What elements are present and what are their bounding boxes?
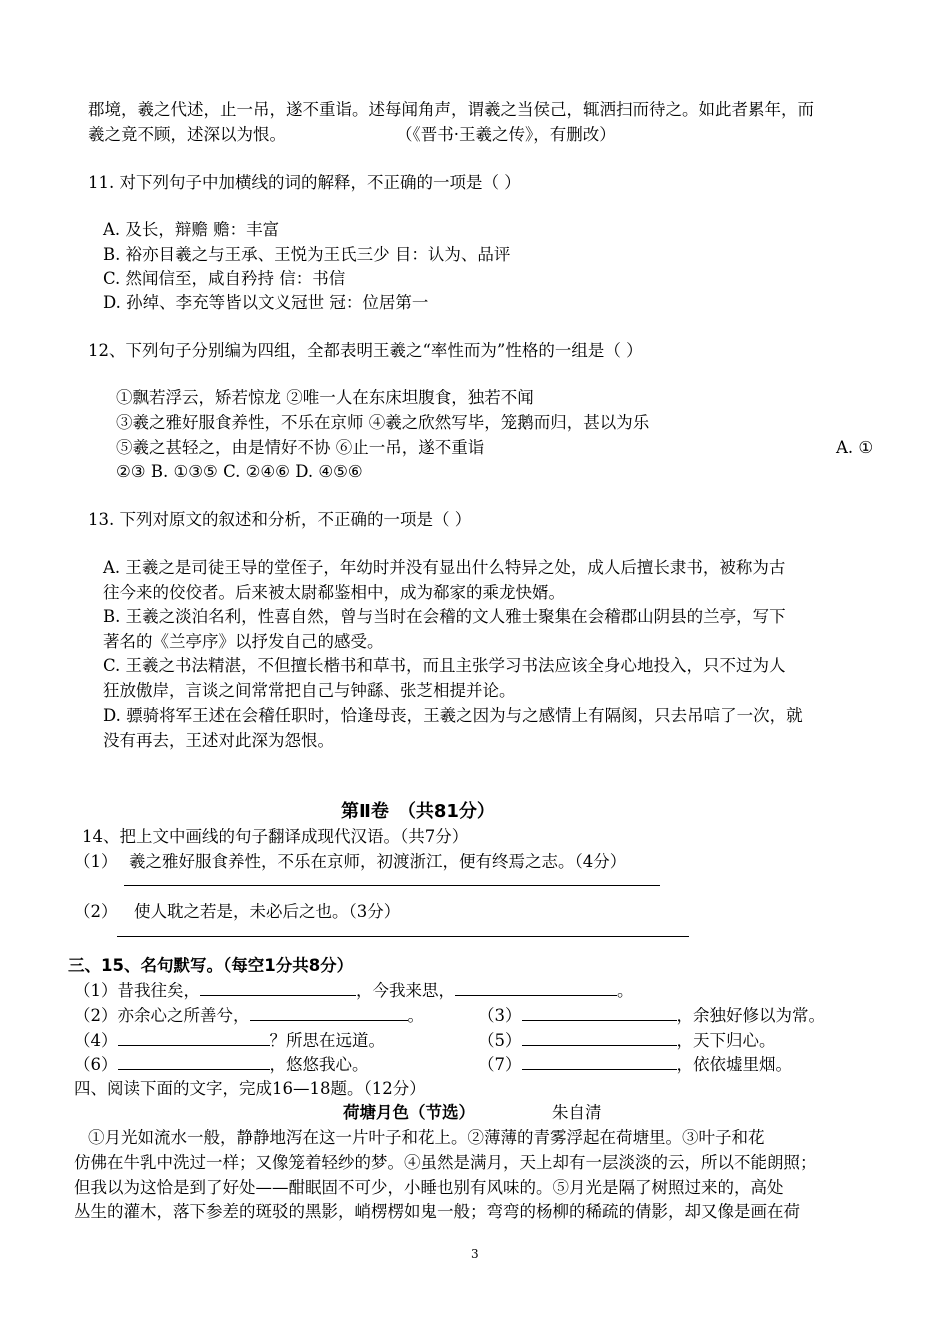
fill-blank xyxy=(522,1004,677,1021)
recitation-text: ，天下归心。 xyxy=(676,1031,776,1050)
option-a: A. ① xyxy=(836,438,874,457)
fill-blank xyxy=(118,1029,270,1046)
source-citation: （《晋书·王羲之传》，有删改） xyxy=(396,125,616,144)
recitation-text: （6） xyxy=(74,1055,118,1074)
answer-line xyxy=(124,885,660,886)
passage-line: 郡境，羲之代述，止一吊，遂不重诣。述每闻角声，谓羲之当侯己，辄洒扫而待之。如此者累年，而 xyxy=(88,100,814,119)
group-line: ①飘若浮云，矫若惊龙 ②唯一人在东床坦腹食，独若不闻 xyxy=(116,388,534,407)
option-line: 狂放傲岸，言谈之间常常把自己与钟繇、张芝相提并论。 xyxy=(103,681,516,700)
option-c: C. 然闻信至，咸自矜持 信：书信 xyxy=(103,269,346,288)
option-line: 著名的《兰亭序》以抒发自己的感受。 xyxy=(103,632,384,651)
option-line: D. 骠骑将军王述在会稽任职时，恰逢母丧，王羲之因为与之感情上有隔阂，只去吊唁了一次，就 xyxy=(103,706,803,725)
recitation-text: ，余独好修以为常。 xyxy=(676,1006,825,1025)
recitation-row-4b xyxy=(478,1053,792,1076)
part-4-heading: 四、阅读下面的文字，完成16—18题。（12分） xyxy=(74,1079,426,1098)
reading-title: 荷塘月色（节选） xyxy=(343,1103,475,1122)
option-d: D. 孙绰、李充等皆以文义冠世 冠：位居第一 xyxy=(103,293,429,312)
question-12-stem: 12、下列句子分别编为四组，全都表明王羲之“率性而为”性格的一组是（ ） xyxy=(88,341,643,360)
reading-line: 仿佛在牛乳中洗过一样；又像笼着轻纱的梦。④虽然是满月，天上却有一层淡淡的云，所以不能朗照； xyxy=(74,1153,817,1172)
recitation-text: 。 xyxy=(407,1006,424,1025)
recitation-text: ，今我来思， xyxy=(356,981,455,1000)
reading-line: 但我以为这恰是到了好处——酣眠固不可少，小睡也别有风味的。⑤月光是隔了树照过来的，高处 xyxy=(74,1178,784,1197)
fill-blank xyxy=(522,1053,677,1070)
recitation-row-1 xyxy=(74,979,634,1002)
section-title: 第Ⅱ卷 （共81分） xyxy=(341,801,495,822)
reading-line: ①月光如流水一般，静静地泻在这一片叶子和花上。②薄薄的青雾浮起在荷塘里。③叶子和花 xyxy=(88,1128,765,1147)
recitation-row-2b xyxy=(478,1004,825,1027)
recitation-text: （4） xyxy=(74,1031,118,1050)
recitation-text: （1）昔我往矣， xyxy=(74,981,200,1000)
recitation-row-4 xyxy=(74,1053,369,1076)
reading-author: 朱自清 xyxy=(552,1103,602,1122)
recitation-text: ？所思在远道。 xyxy=(269,1031,385,1050)
fill-blank xyxy=(522,1029,677,1046)
option-line: 没有再去，王述对此深为怨恨。 xyxy=(103,731,334,750)
recitation-text: （2）亦余心之所善兮， xyxy=(74,1006,250,1025)
recitation-row-3 xyxy=(74,1029,385,1052)
question-14-stem: 14、把上文中画线的句子翻译成现代汉语。（共7分） xyxy=(82,827,469,846)
fill-blank xyxy=(455,979,617,996)
question-15-title: 三、15、名句默写。（每空1分共8分） xyxy=(68,956,354,975)
page-number: 3 xyxy=(471,1247,479,1261)
fill-blank xyxy=(118,1053,270,1070)
item-number: （1） xyxy=(74,852,118,871)
item-number: （2） xyxy=(74,902,118,921)
group-line: ⑤羲之甚轻之，由是情好不协 ⑥止一吊，遂不重诣 xyxy=(116,438,485,457)
passage-line: 羲之竟不顾，述深以为恨。 xyxy=(88,125,286,144)
option-line: A. 王羲之是司徒王导的堂侄子，年幼时并没有显出什么特异之处，成人后擅长隶书，被称为古 xyxy=(103,558,786,577)
group-line: ③羲之雅好服食养性，不乐在京师 ④羲之欣然写毕，笼鹅而归，甚以为乐 xyxy=(116,413,650,432)
recitation-text: ，悠悠我心。 xyxy=(269,1055,369,1074)
fill-blank xyxy=(250,1004,408,1021)
option-line: B. 王羲之淡泊名利，性喜自然，曾与当时在会稽的文人雅士聚集在会稽郡山阴县的兰亭，写下 xyxy=(103,607,786,626)
answer-line xyxy=(117,936,689,937)
recitation-text: 。 xyxy=(617,981,634,1000)
recitation-text: （7） xyxy=(478,1055,522,1074)
option-line: 往今来的佼佼者。后来被太尉郗鉴相中，成为郗家的乘龙快婿。 xyxy=(103,583,565,602)
reading-line: 丛生的灌木，落下参差的斑驳的黑影，峭楞楞如鬼一般；弯弯的杨柳的稀疏的倩影，却又像是画在荷 xyxy=(74,1202,800,1221)
recitation-text: （5） xyxy=(478,1031,522,1050)
recitation-text: ，依依墟里烟。 xyxy=(676,1055,792,1074)
question-11-stem: 11. 对下列句子中加横线的词的解释，不正确的一项是（ ） xyxy=(88,173,521,192)
translate-sentence-2: 使人耽之若是，未必后之也。（3分） xyxy=(134,902,401,921)
translate-sentence-1: 羲之雅好服食养性，不乐在京师，初渡浙江，便有终焉之志。（4分） xyxy=(129,852,627,871)
option-line: C. 王羲之书法精湛，不但擅长楷书和草书，而且主张学习书法应该全身心地投入，只不过为人 xyxy=(103,656,786,675)
recitation-text: （3） xyxy=(478,1006,522,1025)
question-13-stem: 13. 下列对原文的叙述和分析，不正确的一项是（ ） xyxy=(88,510,472,529)
option-b: B. 裕亦目羲之与王承、王悦为王氏三少 目：认为、品评 xyxy=(103,245,511,264)
recitation-row-3b xyxy=(478,1029,776,1052)
fill-blank xyxy=(200,979,356,996)
options-rest: ②③ B. ①③⑤ C. ②④⑥ D. ④⑤⑥ xyxy=(116,462,363,481)
option-a: A. 及长，辩赡 赡：丰富 xyxy=(103,220,280,239)
recitation-row-2 xyxy=(74,1004,424,1027)
